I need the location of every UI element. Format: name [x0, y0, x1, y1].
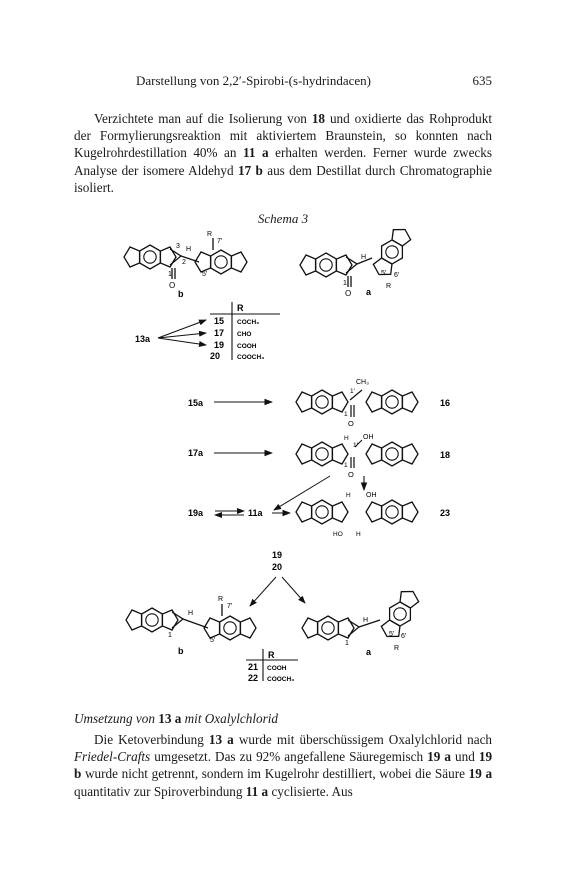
structure-13b	[124, 231, 247, 299]
svg-text:CH₃: CH₃	[356, 379, 369, 386]
svg-text:19: 19	[214, 340, 225, 350]
body-text-6: quantitativ zur Spiroverbindung	[74, 783, 243, 799]
svg-text:H: H	[361, 254, 367, 261]
svg-text:1: 1	[168, 632, 172, 639]
svg-text:21: 21	[248, 662, 259, 672]
svg-text:COOCH₃: COOCH₃	[237, 354, 265, 361]
svg-text:b: b	[178, 646, 184, 656]
compound-ref: 11 a	[245, 783, 269, 799]
svg-text:23: 23	[440, 508, 451, 518]
section-heading-pre: Umsetzung von	[74, 711, 155, 726]
svg-text:OH: OH	[363, 434, 374, 441]
compound-ref: 13 a	[208, 732, 234, 747]
svg-text:2: 2	[182, 259, 186, 266]
running-title: Darstellung von 2,2′-Spirobi-(s-hydrindacen)	[136, 73, 371, 88]
body-text-7: cyclisierte. Aus	[271, 783, 353, 799]
svg-text:5′: 5′	[202, 271, 208, 278]
svg-text:19: 19	[272, 550, 283, 560]
svg-text:b: b	[178, 289, 184, 299]
svg-text:R: R	[386, 283, 392, 290]
intro-text-3: erhalten werden. Ferner wurde zwecks Analyse der isomere Aldehyd	[74, 145, 493, 178]
svg-text:R: R	[237, 303, 244, 313]
compound-ref: 18	[311, 111, 326, 126]
svg-text:O: O	[348, 470, 354, 479]
svg-text:H: H	[346, 492, 351, 499]
svg-text:20: 20	[272, 562, 283, 572]
svg-text:OH: OH	[366, 492, 377, 499]
structure-a-acid	[302, 585, 423, 657]
svg-text:16: 16	[440, 398, 451, 408]
svg-text:1: 1	[344, 462, 348, 469]
substituent-table-1	[210, 302, 280, 361]
split-19-20	[250, 550, 305, 606]
svg-text:1: 1	[343, 280, 347, 287]
svg-text:O: O	[348, 419, 354, 428]
structure-13a	[300, 223, 415, 298]
page-number: 635	[472, 73, 492, 88]
body-text-3: umgesetzt. Das zu 92% angefallene Säuregemisch	[154, 749, 424, 765]
reaction-15a-16	[188, 379, 450, 428]
svg-text:CHO: CHO	[237, 331, 252, 338]
svg-text:H: H	[188, 610, 194, 617]
svg-text:O: O	[169, 281, 176, 290]
svg-text:7′: 7′	[227, 603, 233, 610]
svg-text:15: 15	[214, 316, 225, 326]
svg-text:R: R	[218, 596, 224, 603]
svg-text:18: 18	[440, 450, 451, 460]
compound-ref: 19 b	[74, 749, 493, 782]
svg-text:H: H	[186, 246, 192, 253]
compound-ref: 17 b	[237, 162, 263, 178]
svg-text:1: 1	[344, 411, 348, 418]
intro-text-1: Verzichtete man auf die Isolierung von	[94, 111, 307, 126]
svg-text:11a: 11a	[248, 508, 263, 518]
section-heading	[74, 711, 278, 727]
svg-text:13a: 13a	[135, 334, 151, 344]
svg-text:6′: 6′	[394, 272, 400, 279]
section-heading-post: mit Oxalylchlorid	[184, 711, 279, 726]
body-paragraph	[74, 731, 492, 800]
svg-text:20: 20	[210, 351, 221, 361]
svg-text:H: H	[344, 435, 349, 442]
svg-text:COOH: COOH	[237, 343, 257, 350]
intro-text-4: aus dem Destillat durch Chromatographie isoliert.	[74, 162, 492, 195]
svg-text:17: 17	[214, 328, 225, 338]
compound-ref: 19 a	[427, 749, 451, 765]
svg-text:17a: 17a	[188, 448, 204, 458]
svg-text:1: 1	[345, 640, 349, 647]
svg-text:R: R	[394, 645, 400, 652]
svg-text:H: H	[356, 531, 361, 538]
reaction-19a-23	[188, 492, 450, 538]
svg-text:1′: 1′	[353, 442, 358, 449]
svg-text:H: H	[363, 617, 369, 624]
svg-text:COOH: COOH	[267, 665, 287, 672]
body-text-5: wurde nicht getrennt, sondern im Kugelrohr destilliert, wobei die Säure	[85, 766, 465, 782]
schema-title: Schema 3	[257, 211, 309, 226]
svg-text:HO: HO	[333, 531, 343, 538]
svg-text:5′: 5′	[389, 631, 395, 638]
svg-text:15a: 15a	[188, 398, 204, 408]
reaction-17a-18	[188, 434, 450, 510]
structure-b-acid	[126, 596, 256, 656]
intro-text-2: und oxidierte das Rohprodukt der Formylierungsreaktion mit aktiviertem Braunstein, so konnten nach Kugelrohrdestillation 40% an	[74, 111, 492, 161]
compound-ref: 13 a	[158, 711, 182, 726]
svg-text:5′: 5′	[381, 270, 387, 277]
svg-text:a: a	[366, 287, 372, 297]
substituent-table-2	[246, 649, 298, 683]
svg-text:3: 3	[176, 243, 180, 250]
svg-text:5′: 5′	[210, 637, 216, 644]
svg-text:COCH₃: COCH₃	[237, 319, 260, 326]
compound-ref: 11 a	[243, 145, 269, 161]
compound-ref: 19 a	[468, 766, 493, 782]
svg-text:6′: 6′	[401, 633, 407, 640]
body-text-4: und	[455, 749, 475, 765]
svg-text:22: 22	[248, 673, 259, 683]
body-text-1: Die Ketoverbindung	[94, 732, 204, 747]
svg-text:COOCH₃: COOCH₃	[267, 676, 295, 683]
svg-text:a: a	[366, 647, 372, 657]
svg-text:19a: 19a	[188, 508, 204, 518]
svg-text:R: R	[207, 231, 213, 238]
svg-text:7′: 7′	[217, 238, 223, 245]
svg-text:1: 1	[168, 271, 172, 278]
svg-text:R: R	[268, 650, 275, 660]
svg-text:1′: 1′	[350, 388, 355, 395]
body-text-2: wurde mit überschüssigem Oxalylchlorid nach	[238, 732, 493, 747]
named-reaction: Friedel-Crafts	[74, 749, 151, 765]
branch-arrows-13a	[135, 320, 206, 345]
svg-text:O: O	[345, 289, 352, 298]
